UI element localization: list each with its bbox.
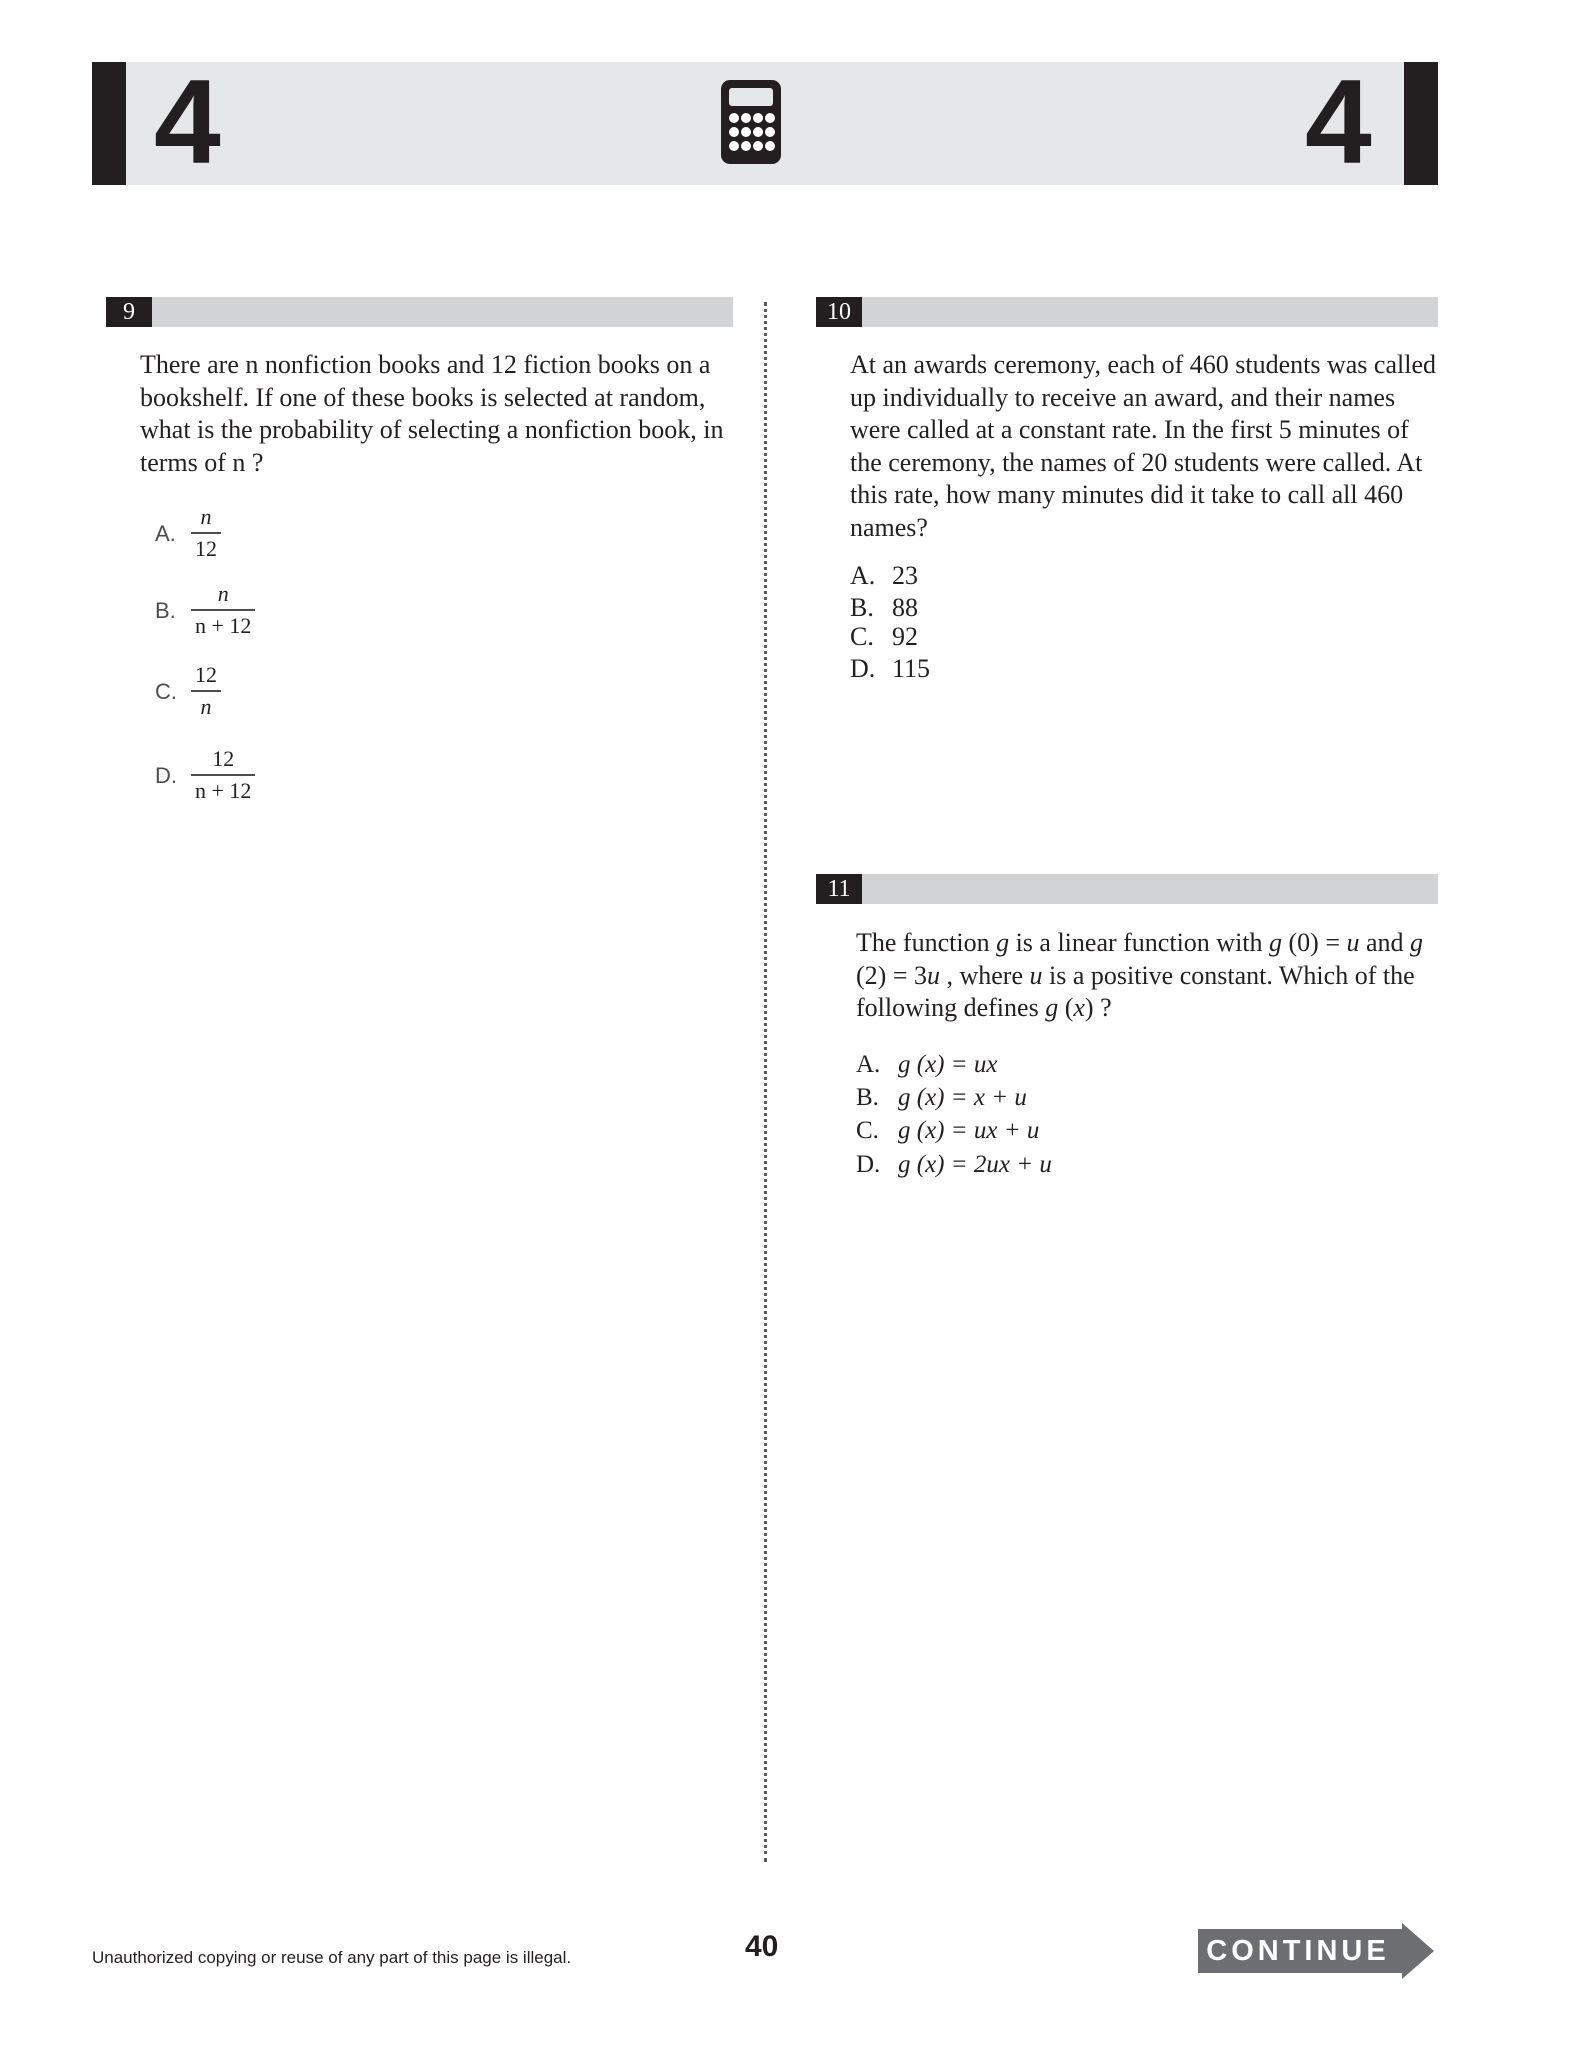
choice-9d-denominator: n + 12 [195, 778, 252, 803]
section-number-left: 4 [154, 55, 221, 189]
question-9-text: There are n nonfiction books and 12 fiction books on a bookshelf. If one of these books is selected at random, what is the probability of selecting a nonfiction book, in terms of n ? [140, 350, 724, 477]
choice-9b-numerator: n [217, 581, 229, 606]
question-11-number: 11 [816, 874, 862, 904]
choice-11c-letter: C. [856, 1117, 879, 1144]
choice-11c-value: g (x) = ux + u [898, 1117, 1040, 1144]
choice-9c-fraction[interactable] [191, 660, 221, 722]
question-11-header [816, 874, 1438, 904]
choice-11a-value: g (x) = ux [898, 1051, 998, 1078]
choice-9a-fraction[interactable] [191, 502, 221, 564]
choice-11d-letter: D. [856, 1151, 881, 1178]
question-9-number: 9 [106, 297, 152, 327]
choice-10a-letter: A. [850, 561, 876, 590]
choice-9b-letter: B. [155, 598, 176, 623]
choice-10c[interactable] [850, 621, 918, 653]
choice-11d-value: g (x) = 2ux + u [898, 1151, 1052, 1178]
copyright-note: Unauthorized copying or reuse of any part of this page is illegal. [92, 1948, 572, 1967]
choice-10d-letter: D. [850, 654, 876, 683]
continue-label: CONTINUE [1206, 1935, 1390, 1967]
choice-10b-letter: B. [850, 593, 874, 622]
choice-9b-denominator: n + 12 [195, 613, 252, 638]
choice-11c[interactable] [856, 1115, 1039, 1147]
choice-9d-letter: D. [155, 763, 177, 788]
header-left-bar [92, 62, 126, 185]
choice-9c-letter: C. [155, 679, 177, 704]
choice-9a-denominator: 12 [195, 536, 217, 561]
choice-9b-fraction[interactable] [191, 579, 255, 641]
choice-11b-value: g (x) = x + u [898, 1084, 1027, 1111]
choice-10a[interactable] [850, 560, 918, 592]
question-10-number: 10 [816, 297, 862, 327]
question-9-header [106, 297, 733, 327]
section-number-right: 4 [1305, 55, 1372, 189]
choice-10a-value: 23 [892, 561, 918, 590]
page-number: 40 [745, 1930, 779, 1963]
question-11-text: The function g is a linear function with g (0) = u and g (2) = 3u , where u is a positive constant. Which of the following defines g (x) ? [856, 928, 1424, 1022]
column-divider [764, 302, 767, 1862]
choice-11d[interactable] [856, 1149, 1052, 1181]
choice-11b-letter: B. [856, 1084, 879, 1111]
choice-11a-letter: A. [856, 1051, 881, 1078]
choice-9c-numerator: 12 [195, 662, 217, 687]
question-10-header [816, 297, 1438, 327]
question-10-text: At an awards ceremony, each of 460 students was called up individually to receive an award, and their names were called at a constant rate. In the first 5 minutes of the ceremony, the names of 20 students were called. At this rate, how many minutes did it take to call all 460 names? [850, 350, 1436, 542]
choice-9d-fraction[interactable] [191, 744, 255, 806]
choice-11b[interactable] [856, 1082, 1027, 1114]
choice-10c-letter: C. [850, 622, 874, 651]
choice-10c-value: 92 [892, 622, 918, 651]
calculator-icon [719, 78, 783, 166]
choice-9a-numerator: n [200, 504, 212, 529]
choice-10b-value: 88 [892, 593, 918, 622]
choice-10b[interactable] [850, 592, 918, 624]
choice-9a-letter: A. [155, 521, 176, 546]
choice-10d[interactable] [850, 653, 930, 685]
choice-10d-value: 115 [892, 654, 931, 683]
choice-11a[interactable] [856, 1049, 997, 1081]
choice-9c-denominator: n [200, 694, 212, 719]
choice-9d-numerator: 12 [212, 746, 235, 771]
header-right-bar [1404, 62, 1438, 185]
